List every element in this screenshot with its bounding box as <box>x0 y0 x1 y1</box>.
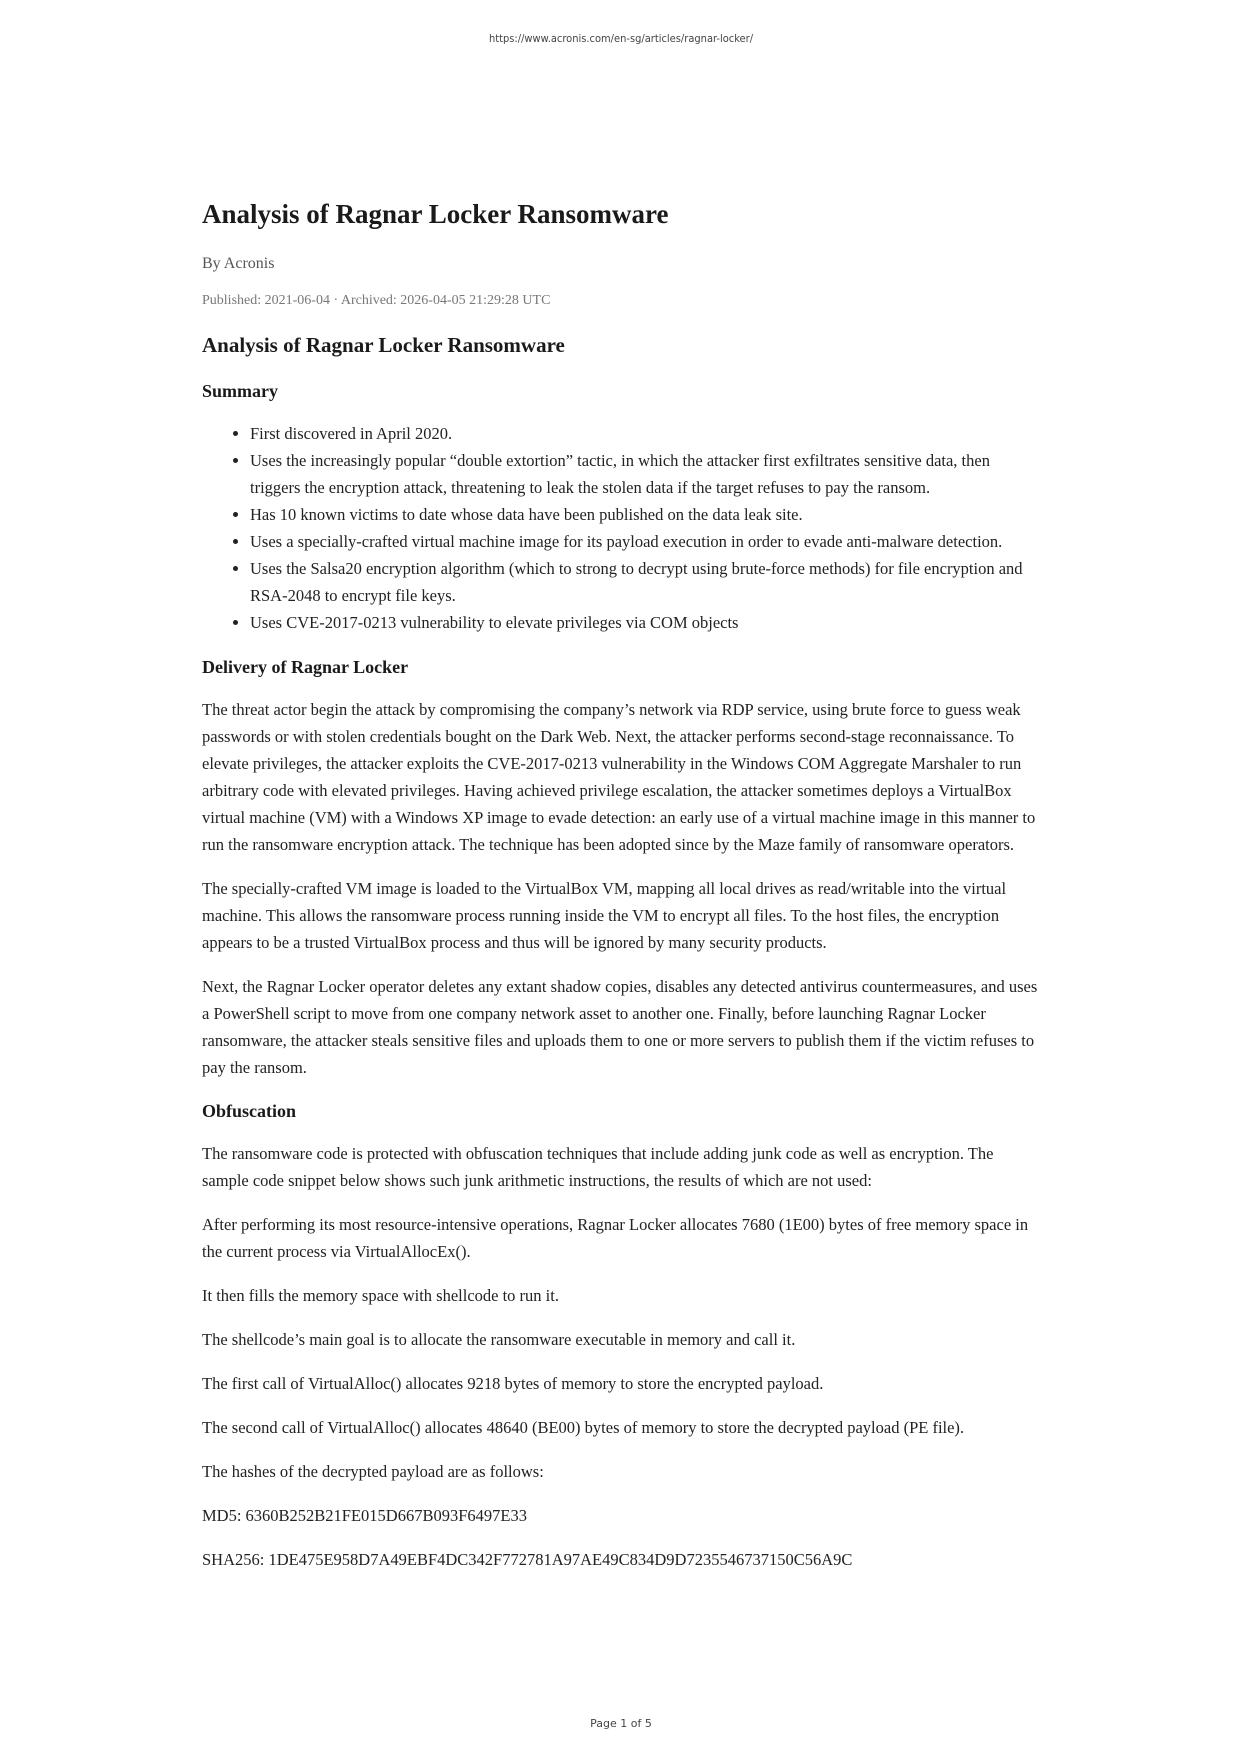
paragraph: It then fills the memory space with shellcode to run it. <box>202 1286 559 1305</box>
page-url: https://www.acronis.com/en-sg/articles/ragnar-locker/ <box>488 32 754 45</box>
page-number: Page 1 of 5 <box>590 1717 652 1730</box>
list-item: • First discovered in April 2020. <box>250 420 1044 447</box>
delivery-heading: Delivery of Ragnar Locker <box>202 657 409 677</box>
paragraph: The specially-crafted VM image is loaded to the VirtualBox VM, mapping all local drives as read/writable into the virtual machine. This allows the ransomware process running inside the VM to encrypt all files. To the host files, the encryption appears to be a trusted VirtualBox process and thus will be ignored by many security products. <box>202 879 1007 952</box>
article-title: Analysis of Ragnar Locker Ransomware <box>202 199 669 229</box>
list-item: • Uses CVE-2017-0213 vulnerability to elevate privileges via COM objects <box>250 609 1044 636</box>
summary-list <box>202 420 1044 636</box>
article-subtitle: Analysis of Ragnar Locker Ransomware <box>202 333 565 357</box>
publish-meta: Published: 2021-06-04 · Archived: 2026-04-05 21:29:28 UTC <box>202 293 551 308</box>
paragraph: After performing its most resource-intensive operations, Ragnar Locker allocates 7680 (1E00) bytes of free memory space in the current process via VirtualAllocEx(). <box>202 1215 1029 1261</box>
paragraph: The second call of VirtualAlloc() allocates 48640 (BE00) bytes of memory to store the decrypted payload (PE file). <box>202 1418 965 1437</box>
sha256-hash: SHA256: 1DE475E958D7A49EBF4DC342F772781A97AE49C834D9D7235546737150C56A9C <box>202 1550 853 1569</box>
list-item: • Uses the Salsa20 encryption algorithm (which to strong to decrypt using brute-force methods) for file encryption and RSA-2048 to encrypt file keys. <box>250 555 1044 609</box>
paragraph: Next, the Ragnar Locker operator deletes any extant shadow copies, disables any detected antivirus countermeasures, and uses a PowerShell script to move from one company network asset to another one. Finally, before launching Ragnar Locker ransomware, the attacker steals sensitive files and uploads them to one or more servers to publish them if the victim refuses to pay the ransom. <box>202 977 1038 1077</box>
paragraph: The shellcode’s main goal is to allocate the ransomware executable in memory and call it. <box>202 1330 796 1349</box>
md5-hash: MD5: 6360B252B21FE015D667B093F6497E33 <box>202 1506 527 1525</box>
list-item: • Has 10 known victims to date whose data have been published on the data leak site. <box>250 501 1044 528</box>
paragraph: The ransomware code is protected with obfuscation techniques that include adding junk code as well as encryption. The sample code snippet below shows such junk arithmetic instructions, the results of which are not used: <box>202 1144 994 1190</box>
byline: By Acronis <box>202 255 275 272</box>
summary-heading: Summary <box>202 381 278 401</box>
list-item: • Uses a specially-crafted virtual machine image for its payload execution in order to evade anti-malware detection. <box>250 528 1044 555</box>
obfuscation-heading: Obfuscation <box>202 1101 297 1121</box>
list-item: • Uses the increasingly popular “double extortion” tactic, in which the attacker first exfiltrates sensitive data, then triggers the encryption attack, threatening to leak the stolen data if the target refuses to pay the ransom. <box>250 447 1044 501</box>
article <box>202 196 1044 1590</box>
paragraph: The first call of VirtualAlloc() allocates 9218 bytes of memory to store the encrypted payload. <box>202 1374 824 1393</box>
paragraph: The hashes of the decrypted payload are as follows: <box>202 1462 544 1481</box>
paragraph: The threat actor begin the attack by compromising the company’s network via RDP service, using brute force to guess weak passwords or with stolen credentials bought on the Dark Web. Next, the attacker performs second-stage reconnaissance. To elevate privileges, the attacker exploits the CVE-2017-0213 vulnerability in the Windows COM Aggregate Marshaler to run arbitrary code with elevated privileges. Having achieved privilege escalation, the attacker sometimes deploys a VirtualBox virtual machine (VM) with a Windows XP image to evade detection: an early use of a virtual machine image in this manner to run the ransomware encryption attack. The technique has been adopted since by the Maze family of ransomware operators. <box>202 700 1036 854</box>
